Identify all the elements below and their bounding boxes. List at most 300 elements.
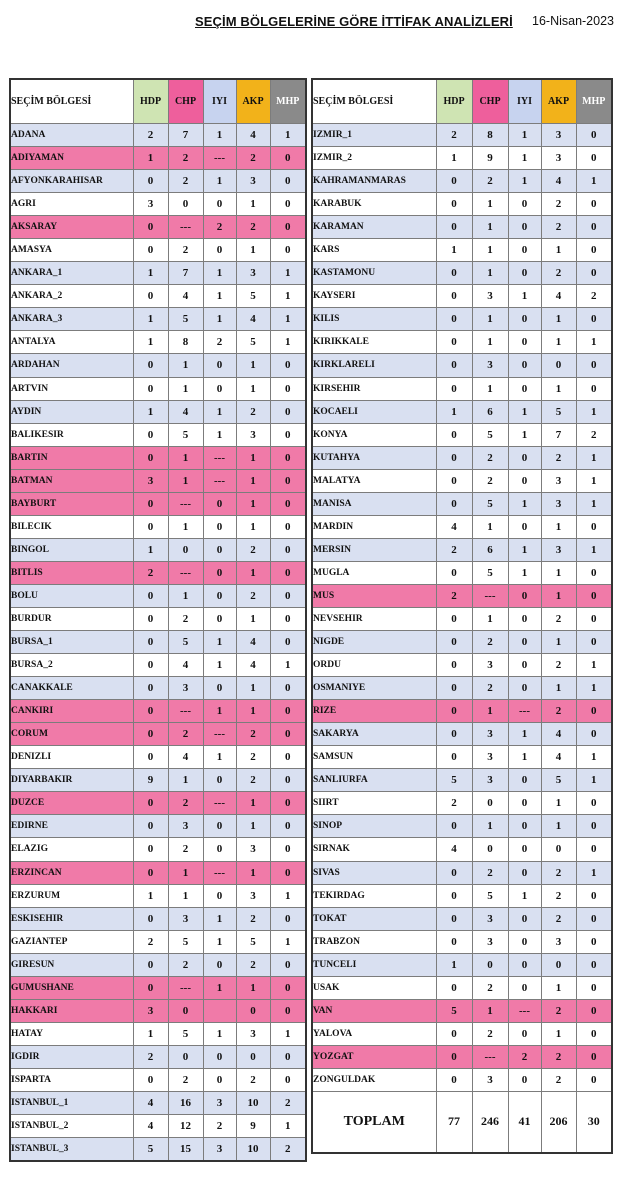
akp-count-cell: 2 bbox=[541, 216, 576, 239]
akp-count-cell: 4 bbox=[541, 170, 576, 193]
table-row bbox=[312, 492, 612, 515]
chp-count-cell: 3 bbox=[472, 1068, 508, 1091]
table-row bbox=[10, 400, 306, 423]
hdp-count-cell: 5 bbox=[436, 999, 472, 1022]
iyi-count-cell: 1 bbox=[508, 170, 541, 193]
region-name-cell: ARDAHAN bbox=[10, 354, 133, 377]
chp-count-cell: 0 bbox=[168, 193, 203, 216]
hdp-count-cell: 2 bbox=[133, 561, 168, 584]
iyi-count-cell: 0 bbox=[508, 216, 541, 239]
hdp-count-cell: 5 bbox=[133, 1138, 168, 1162]
chp-count-cell: 2 bbox=[168, 838, 203, 861]
region-name-cell: BURSA_2 bbox=[10, 654, 133, 677]
table-row bbox=[10, 815, 306, 838]
mhp-count-cell: 0 bbox=[576, 515, 612, 538]
chp-count-cell: 3 bbox=[472, 285, 508, 308]
akp-count-cell: 1 bbox=[541, 976, 576, 999]
chp-count-cell: 5 bbox=[472, 884, 508, 907]
region-name-cell: TUNCELI bbox=[312, 953, 436, 976]
table-row bbox=[10, 1068, 306, 1091]
column-header-chp: CHP bbox=[168, 79, 203, 124]
chp-count-cell: 1 bbox=[472, 193, 508, 216]
chp-count-cell: 4 bbox=[168, 400, 203, 423]
mhp-count-cell: 0 bbox=[576, 561, 612, 584]
chp-count-cell: 1 bbox=[168, 354, 203, 377]
chp-count-cell: 7 bbox=[168, 262, 203, 285]
iyi-count-cell: 0 bbox=[203, 561, 236, 584]
table-row bbox=[10, 769, 306, 792]
region-name-cell: ADIYAMAN bbox=[10, 147, 133, 170]
iyi-count-cell: 0 bbox=[203, 953, 236, 976]
iyi-count-cell: 1 bbox=[508, 124, 541, 147]
iyi-count-cell: 1 bbox=[203, 285, 236, 308]
iyi-count-cell: 0 bbox=[203, 769, 236, 792]
hdp-count-cell: 0 bbox=[436, 631, 472, 654]
akp-count-cell: 2 bbox=[541, 1045, 576, 1068]
table-row bbox=[312, 607, 612, 630]
mhp-count-cell: 0 bbox=[270, 746, 306, 769]
chp-count-cell: --- bbox=[168, 492, 203, 515]
iyi-count-cell: 0 bbox=[508, 262, 541, 285]
chp-count-cell: 1 bbox=[472, 515, 508, 538]
chp-count-cell: 1 bbox=[472, 607, 508, 630]
akp-count-cell: 1 bbox=[236, 861, 270, 884]
column-header-mhp: MHP bbox=[270, 79, 306, 124]
chp-count-cell: 5 bbox=[168, 631, 203, 654]
iyi-count-cell: 0 bbox=[203, 677, 236, 700]
table-row bbox=[10, 354, 306, 377]
region-name-cell: YALOVA bbox=[312, 1022, 436, 1045]
table-row bbox=[312, 377, 612, 400]
hdp-count-cell: 0 bbox=[133, 677, 168, 700]
hdp-count-cell: 0 bbox=[133, 170, 168, 193]
region-name-cell: SIIRT bbox=[312, 792, 436, 815]
akp-count-cell: 1 bbox=[541, 677, 576, 700]
table-row bbox=[10, 723, 306, 746]
table-row bbox=[10, 907, 306, 930]
region-name-cell: KIRIKKALE bbox=[312, 331, 436, 354]
iyi-count-cell: 1 bbox=[508, 285, 541, 308]
region-name-cell: MUS bbox=[312, 584, 436, 607]
iyi-count-cell: 1 bbox=[508, 561, 541, 584]
hdp-count-cell: 0 bbox=[133, 838, 168, 861]
table-row bbox=[10, 838, 306, 861]
region-name-cell: SIVAS bbox=[312, 861, 436, 884]
chp-count-cell: 15 bbox=[168, 1138, 203, 1162]
mhp-count-cell: 0 bbox=[270, 400, 306, 423]
akp-count-cell: 4 bbox=[236, 308, 270, 331]
region-name-cell: SAMSUN bbox=[312, 746, 436, 769]
mhp-count-cell: 0 bbox=[270, 700, 306, 723]
table-row bbox=[10, 1115, 306, 1138]
akp-count-cell: 3 bbox=[541, 147, 576, 170]
table-header-row bbox=[312, 79, 612, 124]
iyi-count-cell: 1 bbox=[508, 723, 541, 746]
mhp-count-cell: 0 bbox=[270, 1068, 306, 1091]
table-row bbox=[312, 976, 612, 999]
region-name-cell: MUGLA bbox=[312, 561, 436, 584]
region-name-cell: ISPARTA bbox=[10, 1068, 133, 1091]
region-name-cell: GAZIANTEP bbox=[10, 930, 133, 953]
iyi-count-cell: 0 bbox=[203, 193, 236, 216]
chp-count-cell: 9 bbox=[472, 147, 508, 170]
akp-count-cell: 1 bbox=[236, 976, 270, 999]
iyi-count-cell: --- bbox=[203, 147, 236, 170]
table-row bbox=[312, 469, 612, 492]
hdp-count-cell: 1 bbox=[133, 538, 168, 561]
region-name-cell: IZMIR_1 bbox=[312, 124, 436, 147]
hdp-count-cell: 2 bbox=[133, 1045, 168, 1068]
chp-count-cell: 0 bbox=[168, 1045, 203, 1068]
chp-count-cell: 3 bbox=[472, 354, 508, 377]
table-row bbox=[312, 999, 612, 1022]
mhp-count-cell: 0 bbox=[270, 976, 306, 999]
chp-count-cell: 2 bbox=[168, 1068, 203, 1091]
iyi-count-cell: 2 bbox=[508, 1045, 541, 1068]
chp-count-cell: 3 bbox=[472, 746, 508, 769]
table-row bbox=[10, 331, 306, 354]
total-mhp: 30 bbox=[576, 1091, 612, 1153]
mhp-count-cell: 0 bbox=[270, 216, 306, 239]
iyi-count-cell: 2 bbox=[203, 331, 236, 354]
hdp-count-cell: 0 bbox=[436, 607, 472, 630]
mhp-count-cell: 1 bbox=[576, 400, 612, 423]
mhp-count-cell: 1 bbox=[576, 492, 612, 515]
iyi-count-cell: 1 bbox=[203, 400, 236, 423]
mhp-count-cell: 1 bbox=[576, 170, 612, 193]
mhp-count-cell: 0 bbox=[576, 1045, 612, 1068]
table-row bbox=[312, 654, 612, 677]
chp-count-cell: 2 bbox=[168, 170, 203, 193]
akp-count-cell: 5 bbox=[541, 400, 576, 423]
hdp-count-cell: 1 bbox=[133, 331, 168, 354]
region-name-cell: BARTIN bbox=[10, 446, 133, 469]
hdp-count-cell: 0 bbox=[436, 861, 472, 884]
table-row bbox=[10, 239, 306, 262]
table-row bbox=[312, 723, 612, 746]
hdp-count-cell: 0 bbox=[436, 308, 472, 331]
iyi-count-cell: 0 bbox=[203, 492, 236, 515]
akp-count-cell: 10 bbox=[236, 1138, 270, 1162]
region-name-cell: HATAY bbox=[10, 1022, 133, 1045]
akp-count-cell: 4 bbox=[236, 124, 270, 147]
region-name-cell: KAYSERI bbox=[312, 285, 436, 308]
chp-count-cell: 3 bbox=[168, 677, 203, 700]
table-row bbox=[312, 170, 612, 193]
column-header-iyi: IYI bbox=[203, 79, 236, 124]
mhp-count-cell: 0 bbox=[576, 124, 612, 147]
iyi-count-cell: 1 bbox=[203, 124, 236, 147]
mhp-count-cell: 0 bbox=[270, 239, 306, 262]
akp-count-cell: 2 bbox=[236, 538, 270, 561]
iyi-count-cell: 0 bbox=[508, 377, 541, 400]
mhp-count-cell: 0 bbox=[270, 377, 306, 400]
table-row bbox=[312, 308, 612, 331]
chp-count-cell: 3 bbox=[168, 907, 203, 930]
total-hdp: 77 bbox=[436, 1091, 472, 1153]
akp-count-cell: 1 bbox=[236, 354, 270, 377]
mhp-count-cell: 0 bbox=[576, 584, 612, 607]
akp-count-cell: 5 bbox=[236, 331, 270, 354]
akp-count-cell: 1 bbox=[236, 446, 270, 469]
akp-count-cell: 4 bbox=[541, 723, 576, 746]
hdp-count-cell: 2 bbox=[436, 792, 472, 815]
iyi-count-cell: 0 bbox=[508, 769, 541, 792]
region-name-cell: CORUM bbox=[10, 723, 133, 746]
iyi-count-cell: 0 bbox=[508, 815, 541, 838]
hdp-count-cell: 0 bbox=[436, 930, 472, 953]
iyi-count-cell: 0 bbox=[508, 446, 541, 469]
akp-count-cell: 1 bbox=[541, 792, 576, 815]
region-name-cell: MALATYA bbox=[312, 469, 436, 492]
mhp-count-cell: 1 bbox=[270, 285, 306, 308]
chp-count-cell: 1 bbox=[472, 308, 508, 331]
chp-count-cell: 0 bbox=[168, 999, 203, 1022]
akp-count-cell: 3 bbox=[236, 884, 270, 907]
table-row bbox=[312, 1022, 612, 1045]
chp-count-cell: 3 bbox=[472, 930, 508, 953]
chp-count-cell: 12 bbox=[168, 1115, 203, 1138]
iyi-count-cell: 0 bbox=[203, 815, 236, 838]
mhp-count-cell: 1 bbox=[270, 884, 306, 907]
table-row bbox=[312, 400, 612, 423]
table-row bbox=[312, 515, 612, 538]
hdp-count-cell: 9 bbox=[133, 769, 168, 792]
mhp-count-cell: 0 bbox=[270, 469, 306, 492]
mhp-count-cell: 2 bbox=[270, 1091, 306, 1114]
akp-count-cell: 2 bbox=[236, 1068, 270, 1091]
region-name-cell: KILIS bbox=[312, 308, 436, 331]
iyi-count-cell: 0 bbox=[203, 584, 236, 607]
mhp-count-cell: 1 bbox=[270, 262, 306, 285]
table-row bbox=[312, 746, 612, 769]
akp-count-cell: 3 bbox=[541, 469, 576, 492]
chp-count-cell: 6 bbox=[472, 538, 508, 561]
region-name-cell: AGRI bbox=[10, 193, 133, 216]
akp-count-cell: 2 bbox=[541, 861, 576, 884]
region-name-cell: KIRKLARELI bbox=[312, 354, 436, 377]
hdp-count-cell: 1 bbox=[133, 147, 168, 170]
chp-count-cell: 2 bbox=[168, 723, 203, 746]
hdp-count-cell: 0 bbox=[436, 976, 472, 999]
iyi-count-cell: 0 bbox=[508, 654, 541, 677]
chp-count-cell: 1 bbox=[472, 700, 508, 723]
table-row bbox=[10, 170, 306, 193]
chp-count-cell: 1 bbox=[168, 584, 203, 607]
hdp-count-cell: 0 bbox=[133, 492, 168, 515]
mhp-count-cell: 1 bbox=[576, 769, 612, 792]
hdp-count-cell: 0 bbox=[133, 515, 168, 538]
table-row bbox=[10, 561, 306, 584]
region-name-cell: SAKARYA bbox=[312, 723, 436, 746]
hdp-count-cell: 0 bbox=[133, 285, 168, 308]
chp-count-cell: 1 bbox=[472, 239, 508, 262]
hdp-count-cell: 0 bbox=[133, 216, 168, 239]
hdp-count-cell: 0 bbox=[133, 815, 168, 838]
table-row bbox=[312, 193, 612, 216]
region-name-cell: OSMANIYE bbox=[312, 677, 436, 700]
table-row bbox=[312, 561, 612, 584]
iyi-count-cell: 1 bbox=[203, 308, 236, 331]
table-row bbox=[10, 654, 306, 677]
mhp-count-cell: 1 bbox=[576, 654, 612, 677]
chp-count-cell: 5 bbox=[472, 423, 508, 446]
region-name-cell: MANISA bbox=[312, 492, 436, 515]
iyi-count-cell: 1 bbox=[508, 492, 541, 515]
region-name-cell: BITLIS bbox=[10, 561, 133, 584]
region-name-cell: BOLU bbox=[10, 584, 133, 607]
hdp-count-cell: 0 bbox=[133, 861, 168, 884]
chp-count-cell: 3 bbox=[472, 654, 508, 677]
akp-count-cell: 0 bbox=[541, 354, 576, 377]
akp-count-cell: 3 bbox=[236, 423, 270, 446]
table-row bbox=[10, 377, 306, 400]
chp-count-cell: 0 bbox=[472, 792, 508, 815]
chp-count-cell: 0 bbox=[168, 538, 203, 561]
mhp-count-cell: 0 bbox=[270, 677, 306, 700]
mhp-count-cell: 0 bbox=[270, 953, 306, 976]
table-row bbox=[10, 607, 306, 630]
akp-count-cell: 4 bbox=[541, 285, 576, 308]
table-row bbox=[312, 1068, 612, 1091]
table-row bbox=[10, 469, 306, 492]
hdp-count-cell: 0 bbox=[436, 1068, 472, 1091]
table-row bbox=[10, 792, 306, 815]
iyi-count-cell: --- bbox=[203, 469, 236, 492]
iyi-count-cell: 0 bbox=[508, 469, 541, 492]
region-name-cell: KAHRAMANMARAS bbox=[312, 170, 436, 193]
hdp-count-cell: 0 bbox=[436, 331, 472, 354]
chp-count-cell: 2 bbox=[168, 239, 203, 262]
chp-count-cell: 2 bbox=[472, 469, 508, 492]
hdp-count-cell: 0 bbox=[133, 631, 168, 654]
chp-count-cell: 1 bbox=[168, 769, 203, 792]
iyi-count-cell: 0 bbox=[203, 838, 236, 861]
akp-count-cell: 2 bbox=[236, 400, 270, 423]
region-name-cell: DENIZLI bbox=[10, 746, 133, 769]
hdp-count-cell: 0 bbox=[436, 170, 472, 193]
table-row bbox=[10, 930, 306, 953]
chp-count-cell: 5 bbox=[168, 308, 203, 331]
hdp-count-cell: 0 bbox=[133, 377, 168, 400]
akp-count-cell: 1 bbox=[236, 193, 270, 216]
chp-count-cell: 0 bbox=[472, 838, 508, 861]
iyi-count-cell: 1 bbox=[203, 976, 236, 999]
region-name-cell: ANKARA_3 bbox=[10, 308, 133, 331]
mhp-count-cell: 0 bbox=[270, 147, 306, 170]
region-name-cell: AFYONKARAHISAR bbox=[10, 170, 133, 193]
hdp-count-cell: 4 bbox=[133, 1091, 168, 1114]
akp-count-cell: 1 bbox=[236, 607, 270, 630]
totals-row bbox=[312, 1091, 612, 1153]
akp-count-cell: 1 bbox=[236, 492, 270, 515]
akp-count-cell: 4 bbox=[541, 746, 576, 769]
akp-count-cell: 1 bbox=[236, 239, 270, 262]
akp-count-cell: 1 bbox=[541, 331, 576, 354]
iyi-count-cell: --- bbox=[508, 999, 541, 1022]
akp-count-cell: 1 bbox=[541, 584, 576, 607]
akp-count-cell: 1 bbox=[236, 515, 270, 538]
mhp-count-cell: 0 bbox=[270, 815, 306, 838]
akp-count-cell: 5 bbox=[236, 285, 270, 308]
iyi-count-cell: --- bbox=[203, 861, 236, 884]
iyi-count-cell: 1 bbox=[203, 1022, 236, 1045]
mhp-count-cell: 1 bbox=[270, 1115, 306, 1138]
region-name-cell: TRABZON bbox=[312, 930, 436, 953]
region-name-cell: ESKISEHIR bbox=[10, 907, 133, 930]
chp-count-cell: 3 bbox=[472, 907, 508, 930]
table-row bbox=[10, 631, 306, 654]
akp-count-cell: 1 bbox=[236, 677, 270, 700]
region-name-cell: BAYBURT bbox=[10, 492, 133, 515]
region-name-cell: KOCAELI bbox=[312, 400, 436, 423]
akp-count-cell: 1 bbox=[236, 561, 270, 584]
akp-count-cell: 4 bbox=[236, 631, 270, 654]
chp-count-cell: 8 bbox=[168, 331, 203, 354]
hdp-count-cell: 0 bbox=[436, 469, 472, 492]
iyi-count-cell: 2 bbox=[203, 216, 236, 239]
chp-count-cell: 2 bbox=[168, 147, 203, 170]
table-row bbox=[312, 884, 612, 907]
table-row bbox=[312, 769, 612, 792]
iyi-count-cell: 0 bbox=[203, 538, 236, 561]
chp-count-cell: 5 bbox=[472, 561, 508, 584]
mhp-count-cell: 1 bbox=[270, 654, 306, 677]
mhp-count-cell: 0 bbox=[270, 861, 306, 884]
mhp-count-cell: 0 bbox=[576, 999, 612, 1022]
akp-count-cell: 2 bbox=[541, 446, 576, 469]
region-name-cell: SANLIURFA bbox=[312, 769, 436, 792]
region-name-cell: ERZINCAN bbox=[10, 861, 133, 884]
region-name-cell: BINGOL bbox=[10, 538, 133, 561]
chp-count-cell: 5 bbox=[168, 930, 203, 953]
region-name-cell: CANKIRI bbox=[10, 700, 133, 723]
iyi-count-cell bbox=[203, 999, 236, 1022]
chp-count-cell: 1 bbox=[472, 262, 508, 285]
iyi-count-cell: --- bbox=[203, 792, 236, 815]
akp-count-cell: 1 bbox=[236, 377, 270, 400]
table-row bbox=[312, 815, 612, 838]
chp-count-cell: 2 bbox=[472, 677, 508, 700]
hdp-count-cell: 3 bbox=[133, 469, 168, 492]
chp-count-cell: 1 bbox=[472, 815, 508, 838]
report-date: 16-Nisan-2023 bbox=[532, 14, 614, 28]
table-row bbox=[312, 216, 612, 239]
akp-count-cell: 9 bbox=[236, 1115, 270, 1138]
hdp-count-cell: 0 bbox=[436, 193, 472, 216]
akp-count-cell: 2 bbox=[236, 746, 270, 769]
chp-count-cell: 5 bbox=[168, 1022, 203, 1045]
table-row bbox=[10, 1045, 306, 1068]
akp-count-cell: 3 bbox=[236, 262, 270, 285]
hdp-count-cell: 0 bbox=[436, 423, 472, 446]
mhp-count-cell: 1 bbox=[576, 331, 612, 354]
mhp-count-cell: 0 bbox=[576, 700, 612, 723]
iyi-count-cell: --- bbox=[203, 446, 236, 469]
hdp-count-cell: 0 bbox=[436, 884, 472, 907]
hdp-count-cell: 0 bbox=[133, 1068, 168, 1091]
iyi-count-cell: 0 bbox=[508, 976, 541, 999]
hdp-count-cell: 0 bbox=[436, 561, 472, 584]
iyi-count-cell: 0 bbox=[203, 354, 236, 377]
table-row bbox=[10, 1091, 306, 1114]
chp-count-cell: 1 bbox=[472, 331, 508, 354]
chp-count-cell: 8 bbox=[472, 124, 508, 147]
chp-count-cell: 3 bbox=[472, 723, 508, 746]
akp-count-cell: 3 bbox=[541, 124, 576, 147]
iyi-count-cell: 1 bbox=[508, 147, 541, 170]
hdp-count-cell: 1 bbox=[133, 400, 168, 423]
